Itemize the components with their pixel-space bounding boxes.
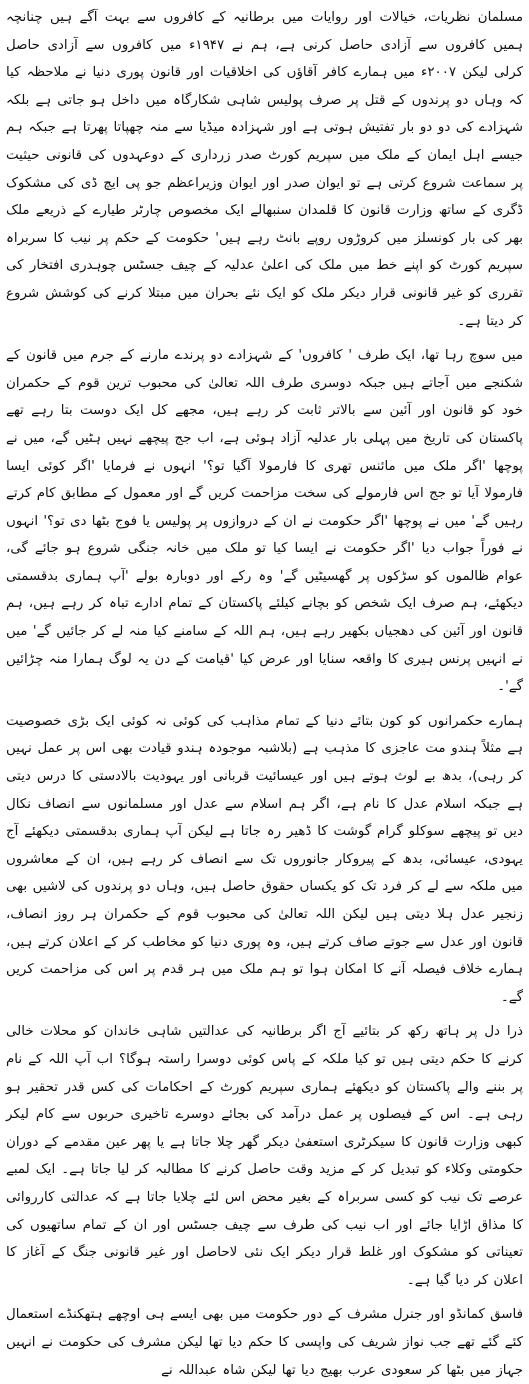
article-paragraph-5: فاسق کمانڈو اور جنرل مشرف کے دور حکومت میں بھی ایسے ہی اوچھے ہتھکنڈے استعمال کئے گئے تھے جب نواز شریف کی واپسی کا حکم دیا تھا لیکن مشرف کی حکومت نے انہیں جہاز میں بٹھا کر سعودی عرب بھیج دیا تھا لیکن شاہ عبداللہ نے [6, 1307, 523, 1378]
article-paragraph-1: مسلمان نظریات، خیالات اور روایات میں برطانیہ کے کافروں سے بہت آگے ہیں چنانچہ ہمیں کافروں سے آزادی حاصل کرنی ہے، ہم نے ۱۹۴۷ء میں کافروں سے آزادی حاصل کرلی لیکن ۲۰۰۷ء میں ہمارے کافر آقاؤں کی اخلاقیات اور قانون پوری دنیا نے ملاحظہ کیا کہ وہاں دو پرندوں کے قتل پر صرف پولیس شاہی شکارگاہ میں داخل ہو جاتی ہے بلکہ شہزادے کی دو دو بار تفتیش ہوتی ہے اور شہزادہ میڈیا سے منہ چھپاتا پھرتا ہے جبکہ ہم جیسے اہل ایمان کے ملک میں سپریم کورٹ صدر زرداری کے دوعہدوں کی قانونی حیثیت پر سماعت شروع کرتی ہے تو ایوان صدر اور ایوان وزیراعظم جو پی ایچ ڈی کی مشکوک ڈگری کے ساتھ وزارت قانون کا قلمدان سنبھالے ایک مخصوص چارٹر طیارے کے ذریعے ملک بھر کی بار کونسلز میں کروڑوں روپے بانٹ رہے ہیں' حکومت کے حکم پر نیب کا سربراہ سپریم کورٹ کو اپنے خط میں ملک کی اعلیٰ عدلیہ کے چیف جسٹس چوہدری افتخار کی تقرری کو غیر قانونی قرار دیکر ملک کو ایک نئے بحران میں مبتلا کرنے کی کوشش شروع کر دیتا ہے۔ [6, 10, 523, 329]
article-paragraph-4: ذرا دل پر ہاتھ رکھ کر بتائیے آج اگر برطانیہ کی عدالتیں شاہی خاندان کو محلات خالی کرنے کا حکم دیتی ہیں تو کیا ملکہ کے پاس کوئی دوسرا راستہ ہوگا؟ اب آپ اللہ کے نام پر بننے والے پاکستان کو دیکھئے ہماری سپریم کورٹ کے احکامات کی کس قدر تحقیر ہو رہی ہے۔ اس کے فیصلوں پر عمل درآمد کی بجائے دوسرے تاخیری حربوں سے کام لیکر کبھی وزارت قانون کا سیکرٹری استعفیٰ دیکر گھر چلا جاتا ہے یا پھر عین مقدمے کے دوران حکومتی وکلاء کو تبدیل کر کے مزید وقت حاصل کرنے کا مطالبہ کر لیا جاتا ہے۔ ایک لمبے عرصے تک نیب کو کسی سربراہ کے بغیر محض اس لئے چلایا جاتا ہے کہ عدالتی کارروائی کا مذاق اڑایا جائے اور اب نیب کی طرف سے چیف جسٹس اور ان کے تمام ساتھیوں کی تعیناتی کو مشکوک اور غلط قرار دیکر ایک نئی لاحاصل اور غیر قانونی جنگ کے آغاز کا اعلان کر دیا گیا ہے۔ [6, 1024, 523, 1288]
article-paragraph-3: ہمارے حکمرانوں کو کون بتائے دنیا کے تمام مذاہب کی کوئی نہ کوئی ایک بڑی خصوصیت ہے مثلاً ہندو مت عاجزی کا مذہب ہے (بلاشبہ موجودہ ہندو قیادت بھی اس پر عمل نہیں کر رہی)، بدھ بے لوث ہوتے ہیں اور عیسائیت قربانی اور یہودیت بالادستی کا درس دیتی ہے جبکہ اسلام عدل کا نام ہے، اگر ہم اسلام سے عدل اور مسلمانوں سے انصاف نکال دیں تو پیچھے سوکلو گرام گوشت کا ڈھیر رہ جاتا ہے لیکن آپ ہماری بدقسمتی دیکھئے آج یہودی، عیسائی، بدھ کے پیروکار جانوروں تک سے انصاف کر رہے ہیں، ان کے معاشروں میں ملکہ سے لے کر فرد تک کو یکساں حقوق حاصل ہیں، وہاں دو پرندوں کی لاشیں بھی زنجیر عدل ہلا دیتی ہیں لیکن اللہ تعالیٰ کی محبوب قوم کے حکمران ہر روز انصاف، قانون اور عدل سے جوتے صاف کرتے ہیں، وہ پوری دنیا کو مخاطب کر کے اعلان کرتے ہیں، ہمارے خلاف فیصلہ آنے کا امکان ہوا تو ہم ملک میں ہر قدم پر اس کی مزاحمت کریں گے۔ [6, 713, 523, 1005]
article-paragraph-2: میں سوچ رہا تھا، ایک طرف ' کافروں' کے شہزادے دو پرندے مارنے کے جرم میں قانون کے شکنجے میں آجاتے ہیں جبکہ دوسری طرف اللہ تعالیٰ کی محبوب ترین قوم کے حکمران خود کو قانون اور آئین سے بالاتر ثابت کر رہے ہیں، مجھے کل ایک دوست بتا رہے تھے پاکستان کی تاریخ میں پہلی بار عدلیہ آزاد ہوئی ہے، اب جج پیچھے نہیں ہٹیں گے، میں نے پوچھا 'اگر ملک میں مائنس تھری کا فارمولا آگیا تو؟' انہوں نے فرمایا 'اگر کوئی ایسا فارمولا آیا تو جج اس فارمولے کی سخت مزاحمت کریں گے اور معمول کے مطابق کام کرتے رہیں گے' میں نے پوچھا 'اگر حکومت نے ان کے دروازوں پر پولیس یا فوج بٹھا دی تو؟' انہوں نے فوراً جواب دیا 'اگر حکومت نے ایسا کیا تو ملک میں خانہ جنگی شروع ہو جائے گی، عوام ظالموں کو سڑکوں پر گھسیٹیں گے' وہ رکے اور دوبارہ بولے 'آپ ہماری بدقسمتی دیکھئے، ہم صرف ایک شخص کو بچانے کیلئے پاکستان کے تمام ادارے تباہ کر رہے ہیں، ہم قانون اور آئین کی دھجیاں بکھیر رہے ہیں، ہم اللہ کے سامنے کیا منہ لے کر جائیں گے' میں نے انہیں پرنس ہیری کا واقعہ سنایا اور عرض کیا 'قیامت کے دن یہ لوگ ہمارا منہ چڑائیں گے'۔ [6, 348, 523, 695]
